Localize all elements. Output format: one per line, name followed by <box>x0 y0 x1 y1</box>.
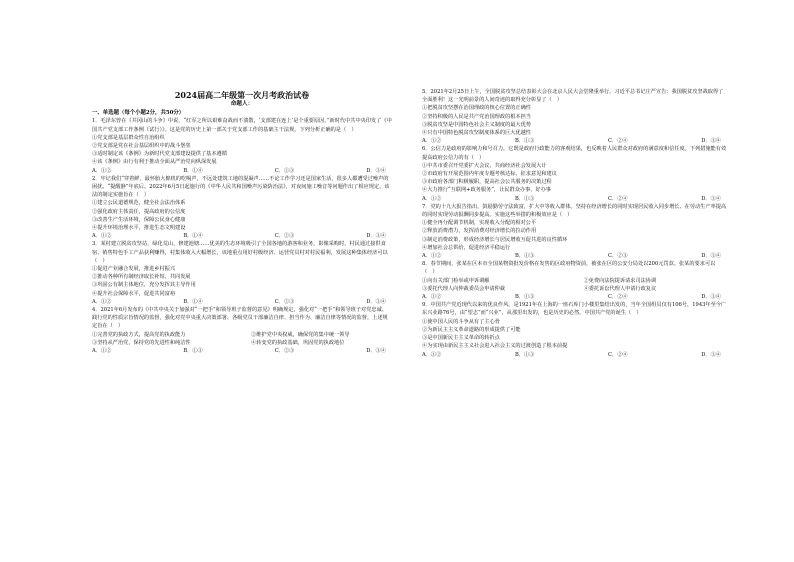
option-pair <box>422 285 727 293</box>
option: ③委托代理人向仲裁委员会申请仲裁 <box>422 285 506 292</box>
option: ②维护党中央权威，确保党的集中统一领导 <box>251 331 350 338</box>
option: ①向有关部门检举或申诉调解 <box>422 277 490 284</box>
answer-d: D．③④ <box>701 294 721 301</box>
question-stem: 8．春节期间，张某在区本市全国某物资批发价格在发售的区政府物资前，被张在区的公安分局处以200元罚款。张某的要求可以（ ） <box>422 261 716 276</box>
option: ①中共市委召开党委扩大会议，共商经济社会发展大计 <box>422 162 547 169</box>
answer-b: B．①④ <box>183 167 203 174</box>
option-pair <box>92 339 392 347</box>
option: ②党支部是党在社会基层组织中的战斗堡垒 <box>92 143 191 150</box>
question-stem: 6．公信力是政府的影响力和号召力，它既是政府行政能力的客观结果，也反映着人民群众对政府的满意度和信任度。下列措施能有效提高政府公信力的有（ ） <box>422 146 727 161</box>
option: ②推动各种所有制经济取长补短、共同发展 <box>92 274 191 281</box>
question-5 <box>422 88 727 145</box>
answer-c: C．②③ <box>274 298 295 305</box>
answer-d: D．③④ <box>701 195 721 202</box>
option: ③适时制定该《条例》为新时代党支部建设提供了基本遵循 <box>92 151 227 158</box>
option: ①把脱贫攻坚摆在治国理政的核心位置的正确性 <box>422 105 531 112</box>
option-pair <box>92 331 392 339</box>
question-stem: 5．2021年2月25日上午，全国脱贫攻坚总结表彰大会在北京人民大会堂隆重举行。习近平总书记庄严宣告：我国脱贫攻坚战取得了全面胜利！这一光明前景的人间奇迹的取得充分彰显了（ ） <box>422 89 724 104</box>
answer-choices <box>92 232 392 240</box>
option: ④提升环境治理水平，推进生态文明建设 <box>92 225 186 232</box>
option: ②释放消费潜力，发挥消费对经济增长的拉动作用 <box>422 228 537 235</box>
answer-a: A．①② <box>92 167 112 174</box>
option: ①健全再分配调节机制，实现收入分配的相对公平 <box>422 220 537 227</box>
option: ④为实现由新民主主义社会进入社会主义的过渡创造了根本前提 <box>422 343 568 350</box>
option: ②为新民主主义革命道路的形成提供了可能 <box>422 326 521 333</box>
answer-c: C．②④ <box>608 195 628 202</box>
answer-choices <box>422 195 727 203</box>
answer-d: D．③④ <box>366 298 386 305</box>
question-stem: 2．牢记我们“穿着鲜，最怀胎大棉机的吃喝声，不远处建筑工地的混凝声……不论工作学习还是国家生活，很多人都遭受过噪声的困扰。“提醒静”年底后。2022年6月5日起施行的《中华人民共和国噪声污染防治法》，对夜间施工噪音等问题作出了相应规定。该法的制定实施旨在（ ） <box>92 175 390 199</box>
answer-choices <box>422 137 727 145</box>
answer-a: A．①② <box>92 348 112 355</box>
question-8 <box>422 260 727 301</box>
answer-c: C．②③ <box>608 253 628 260</box>
option: ②免费向法院提诉请求司法协调 <box>583 277 657 284</box>
answer-a: A．①② <box>422 294 442 301</box>
left-column <box>92 0 392 355</box>
option: ④大力推行“互联网+政务服务”，让民群众办事，好办事 <box>422 187 551 194</box>
answer-a: A．①② <box>92 233 112 240</box>
answer-c: C．②④ <box>608 138 628 145</box>
answer-c: C．②③ <box>274 167 295 174</box>
answer-a: A．①② <box>422 351 442 358</box>
answer-choices <box>92 167 392 175</box>
answer-a: A．①② <box>422 195 442 202</box>
option: ③市政府各部门积极履职，提高社会公共服务的决策过程 <box>422 179 552 186</box>
question-4 <box>92 306 392 355</box>
author-line: 命题人： <box>230 101 254 107</box>
question-stem: 3．某村建立脱贫攻坚站，绿化荒山、修建池塘……优美的生态环境吸引了全国各地的游客和业务，影像采购时，村民通过接供食宿、销售特色手工产品获利赚得，村集体收入大幅增长，该地重点用好村级经济、运营党员村对村民福利，发展这种集体经济可以（ ） <box>92 241 388 264</box>
option: ④只有中国特色脱贫攻坚制度体系的巨大优越性 <box>422 130 531 137</box>
option: ④增加社会总供给，促进经济平稳运行 <box>422 244 511 251</box>
answer-d: D．③④ <box>366 167 386 174</box>
section-heading: 一、单选题（每个小题2分，共50分） <box>92 110 185 116</box>
right-column <box>422 0 727 359</box>
option: ①建立公民道德规范，健全社会法治体系 <box>92 200 186 207</box>
option: ④委托诉讼代理人申请行政复议 <box>583 285 657 292</box>
option: ④提升社会保障水平，促进共同富裕 <box>92 290 176 297</box>
question-3 <box>92 240 392 306</box>
option: ①党支部是基层群众性自治组织 <box>92 134 165 141</box>
answer-b: B．①④ <box>183 298 203 305</box>
option: ③巩固公有制主体地位，充分发挥其主导作用 <box>92 282 196 289</box>
answer-b: B．①③ <box>514 294 535 301</box>
question-1 <box>92 117 392 174</box>
option: ③脱贫攻坚是中国特色社会主义制度的最大优势 <box>422 121 531 128</box>
option: ①使中国人民的斗争从有了主心骨 <box>422 318 500 325</box>
question-stem: 4．2021年6月发布的《中共中央关于加强对“一把手”和领导班子监督的意见》明确规定，强化对“一把手”和领导班子对党忠诚、践行党的性质宗旨情况的监督，强化对党中央重大决策部署、各级党员干部廉洁自律、担当作为、廉洁自律等情况的监督。上述规定旨在（ ） <box>92 307 388 330</box>
option: ③制定消费政策，形成经济增长与居民增收互促共进的良性循环 <box>422 236 568 243</box>
answer-b: B．①③ <box>514 138 535 145</box>
option: ③是中国新民主主义革命的转折点 <box>422 335 500 342</box>
question-7 <box>422 203 727 260</box>
answer-c: C．②③ <box>274 233 295 240</box>
answer-choices <box>422 252 727 260</box>
option: ②强化政府主体责任，提高政府的公信度 <box>92 208 186 215</box>
question-2 <box>92 175 392 241</box>
answer-d: D．③④ <box>701 138 721 145</box>
option: ①促进产业融合发展，推进乡村振兴 <box>92 266 176 273</box>
option-pair <box>422 277 727 285</box>
answer-d: D．③④ <box>366 348 386 355</box>
answer-d: D．③④ <box>366 233 386 240</box>
option: ①完善党的执政方式，提高党的执政能力 <box>92 331 186 338</box>
answer-d: D．③④ <box>701 351 721 358</box>
option: ④转变党的执政基础，巩固党的执政地位 <box>251 339 345 346</box>
answer-c: C．②④ <box>608 294 628 301</box>
question-stem: 9．中国共产党近现代以来的优良作风，是1921年在上海的一座石库门小楼里集结出发的，当年全国组员仅有106号，1943年至今广东兴业路76号，由“望志”而“兴业”，从那里出发的，也是历史的必然。中国共产党的诞生（ ） <box>422 302 727 317</box>
answer-b: B．①③ <box>514 351 535 358</box>
answer-c: C．②④ <box>608 351 628 358</box>
answer-c: C．②③ <box>274 348 295 355</box>
answer-choices <box>422 293 727 301</box>
exam-title: 2024届高二年级第一次月考政治试卷 <box>174 90 310 100</box>
answer-b: B．①④ <box>183 233 203 240</box>
option: ④该《条例》由行有利于推动全面从严治党向纵深发展 <box>92 159 217 166</box>
answer-choices <box>92 298 392 306</box>
question-stem: 7．党的十九大报告指出，鼓励勤劳守法致富，扩大中等收入群体。坚持在经济增长的同时实现居民收入同步增长、在劳动生产率提高的同时实现劳动报酬同步提高。实施这些举措的积极效应是（ ） <box>422 203 727 219</box>
answer-d: D．③④ <box>701 253 721 260</box>
answer-b: B．①③ <box>514 195 535 202</box>
answer-a: A．①② <box>422 253 442 260</box>
option: ②市政府有开展范围内年度专题考核达标，征求意见和建议 <box>422 171 557 178</box>
answer-choices <box>422 351 727 359</box>
answer-a: A．①② <box>92 298 112 305</box>
question-9 <box>422 301 727 358</box>
option: ②坚持积极的人民是共产党治国理政的根本担当 <box>422 113 531 120</box>
option: ③坚持从严治党，保持党的先进性和纯洁性 <box>92 339 191 346</box>
answer-b: B．①③ <box>514 253 535 260</box>
question-stem: 1．毛泽东曾在《井冈山的斗争》中说，“红军之所以艰难奋战而不溃散，‘支部建在连上’是个重要原因。”新时代中共中央印发了《中国共产党支部工作条例（试行）》。这是党的历史上第一部关于党支部工作的基础主干法规。下列分析正确的是（ ） <box>92 118 392 133</box>
answer-b: B．①③ <box>183 348 203 355</box>
question-6 <box>422 145 727 202</box>
option: ③改善生产生活环境，保障公民身心健康 <box>92 216 186 223</box>
answer-a: A．①② <box>422 138 442 145</box>
answer-choices <box>92 347 392 355</box>
